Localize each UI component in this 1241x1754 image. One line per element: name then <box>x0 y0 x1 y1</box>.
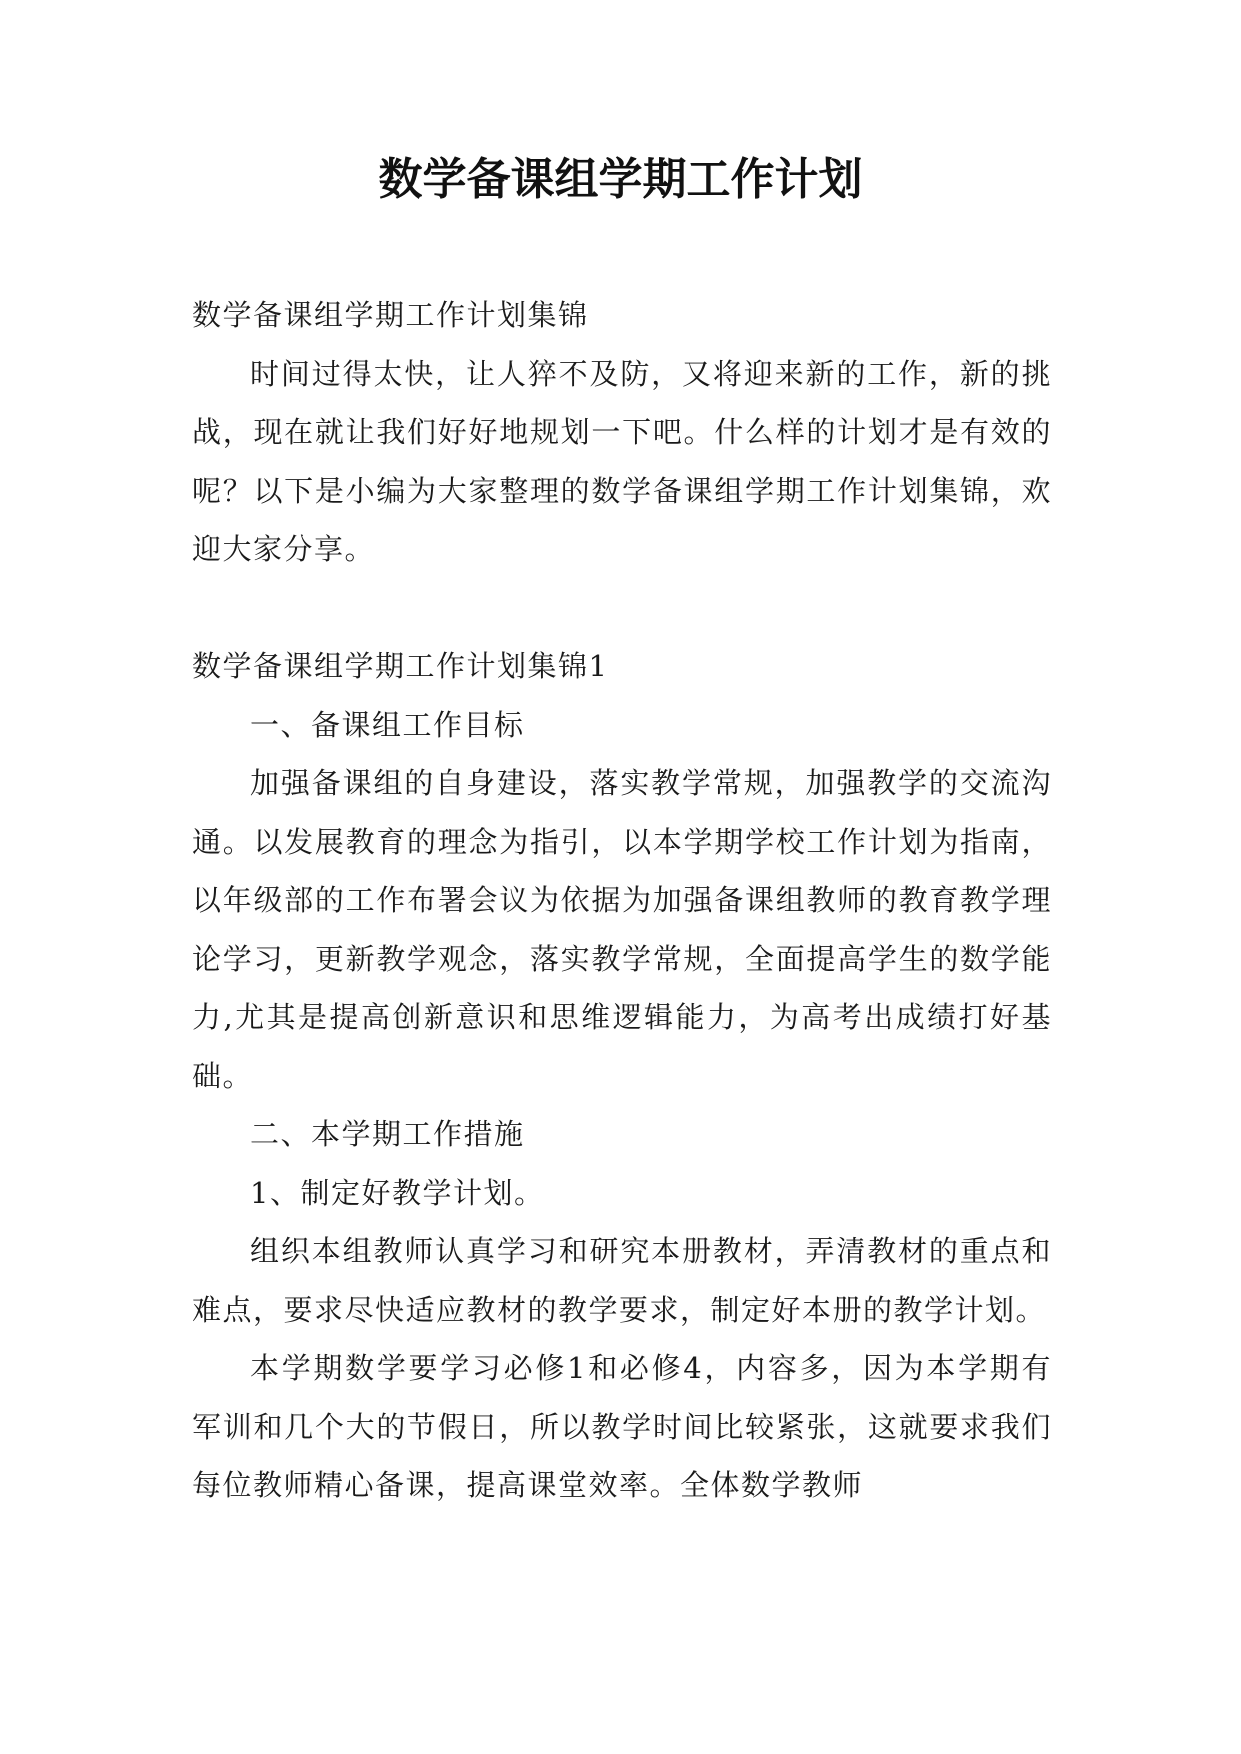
measure-item-1: 1、制定好教学计划。 <box>250 1175 545 1210</box>
heading-goals: 一、备课组工作目标 <box>250 707 525 742</box>
document-body <box>192 286 1052 1515</box>
measure-paragraph-1: 组织本组教师认真学习和研究本册教材，弄清教材的重点和难点，要求尽快适应教材的教学要求，制定好本册的教学计划。 <box>192 1234 1052 1327</box>
measure-paragraph-2: 本学期数学要学习必修1和必修4，内容多，因为本学期有军训和几个大的节假日，所以教学时间比较紧张，这就要求我们每位教师精心备课，提高课堂效率。全体数学教师 <box>192 1351 1052 1502</box>
document-title: 数学备课组学期工作计划 <box>378 154 863 205</box>
intro-paragraph: 时间过得太快，让人猝不及防，又将迎来新的工作，新的挑战，现在就让我们好好地规划一下吧。什么样的计划才是有效的呢？以下是小编为大家整理的数学备课组学期工作计划集锦，欢迎大家分享。 <box>192 356 1052 566</box>
heading-measures: 二、本学期工作措施 <box>250 1117 525 1151</box>
subtitle-paragraph: 数学备课组学期工作计划集锦 <box>192 298 589 332</box>
section-heading: 数学备课组学期工作计划集锦1 <box>192 649 609 683</box>
goals-paragraph: 加强备课组的自身建设，落实教学常规，加强教学的交流沟通。以发展教育的理念为指引，以本学期学校工作计划为指南，以年级部的工作布署会议为依据为加强备课组教师的教育教学理论学习，更新教学观念，落实教学常规，全面提高学生的数学能力,尤其是提高创新意识和思维逻辑能力，为高考出成绩打好基础。 <box>192 766 1052 1093</box>
